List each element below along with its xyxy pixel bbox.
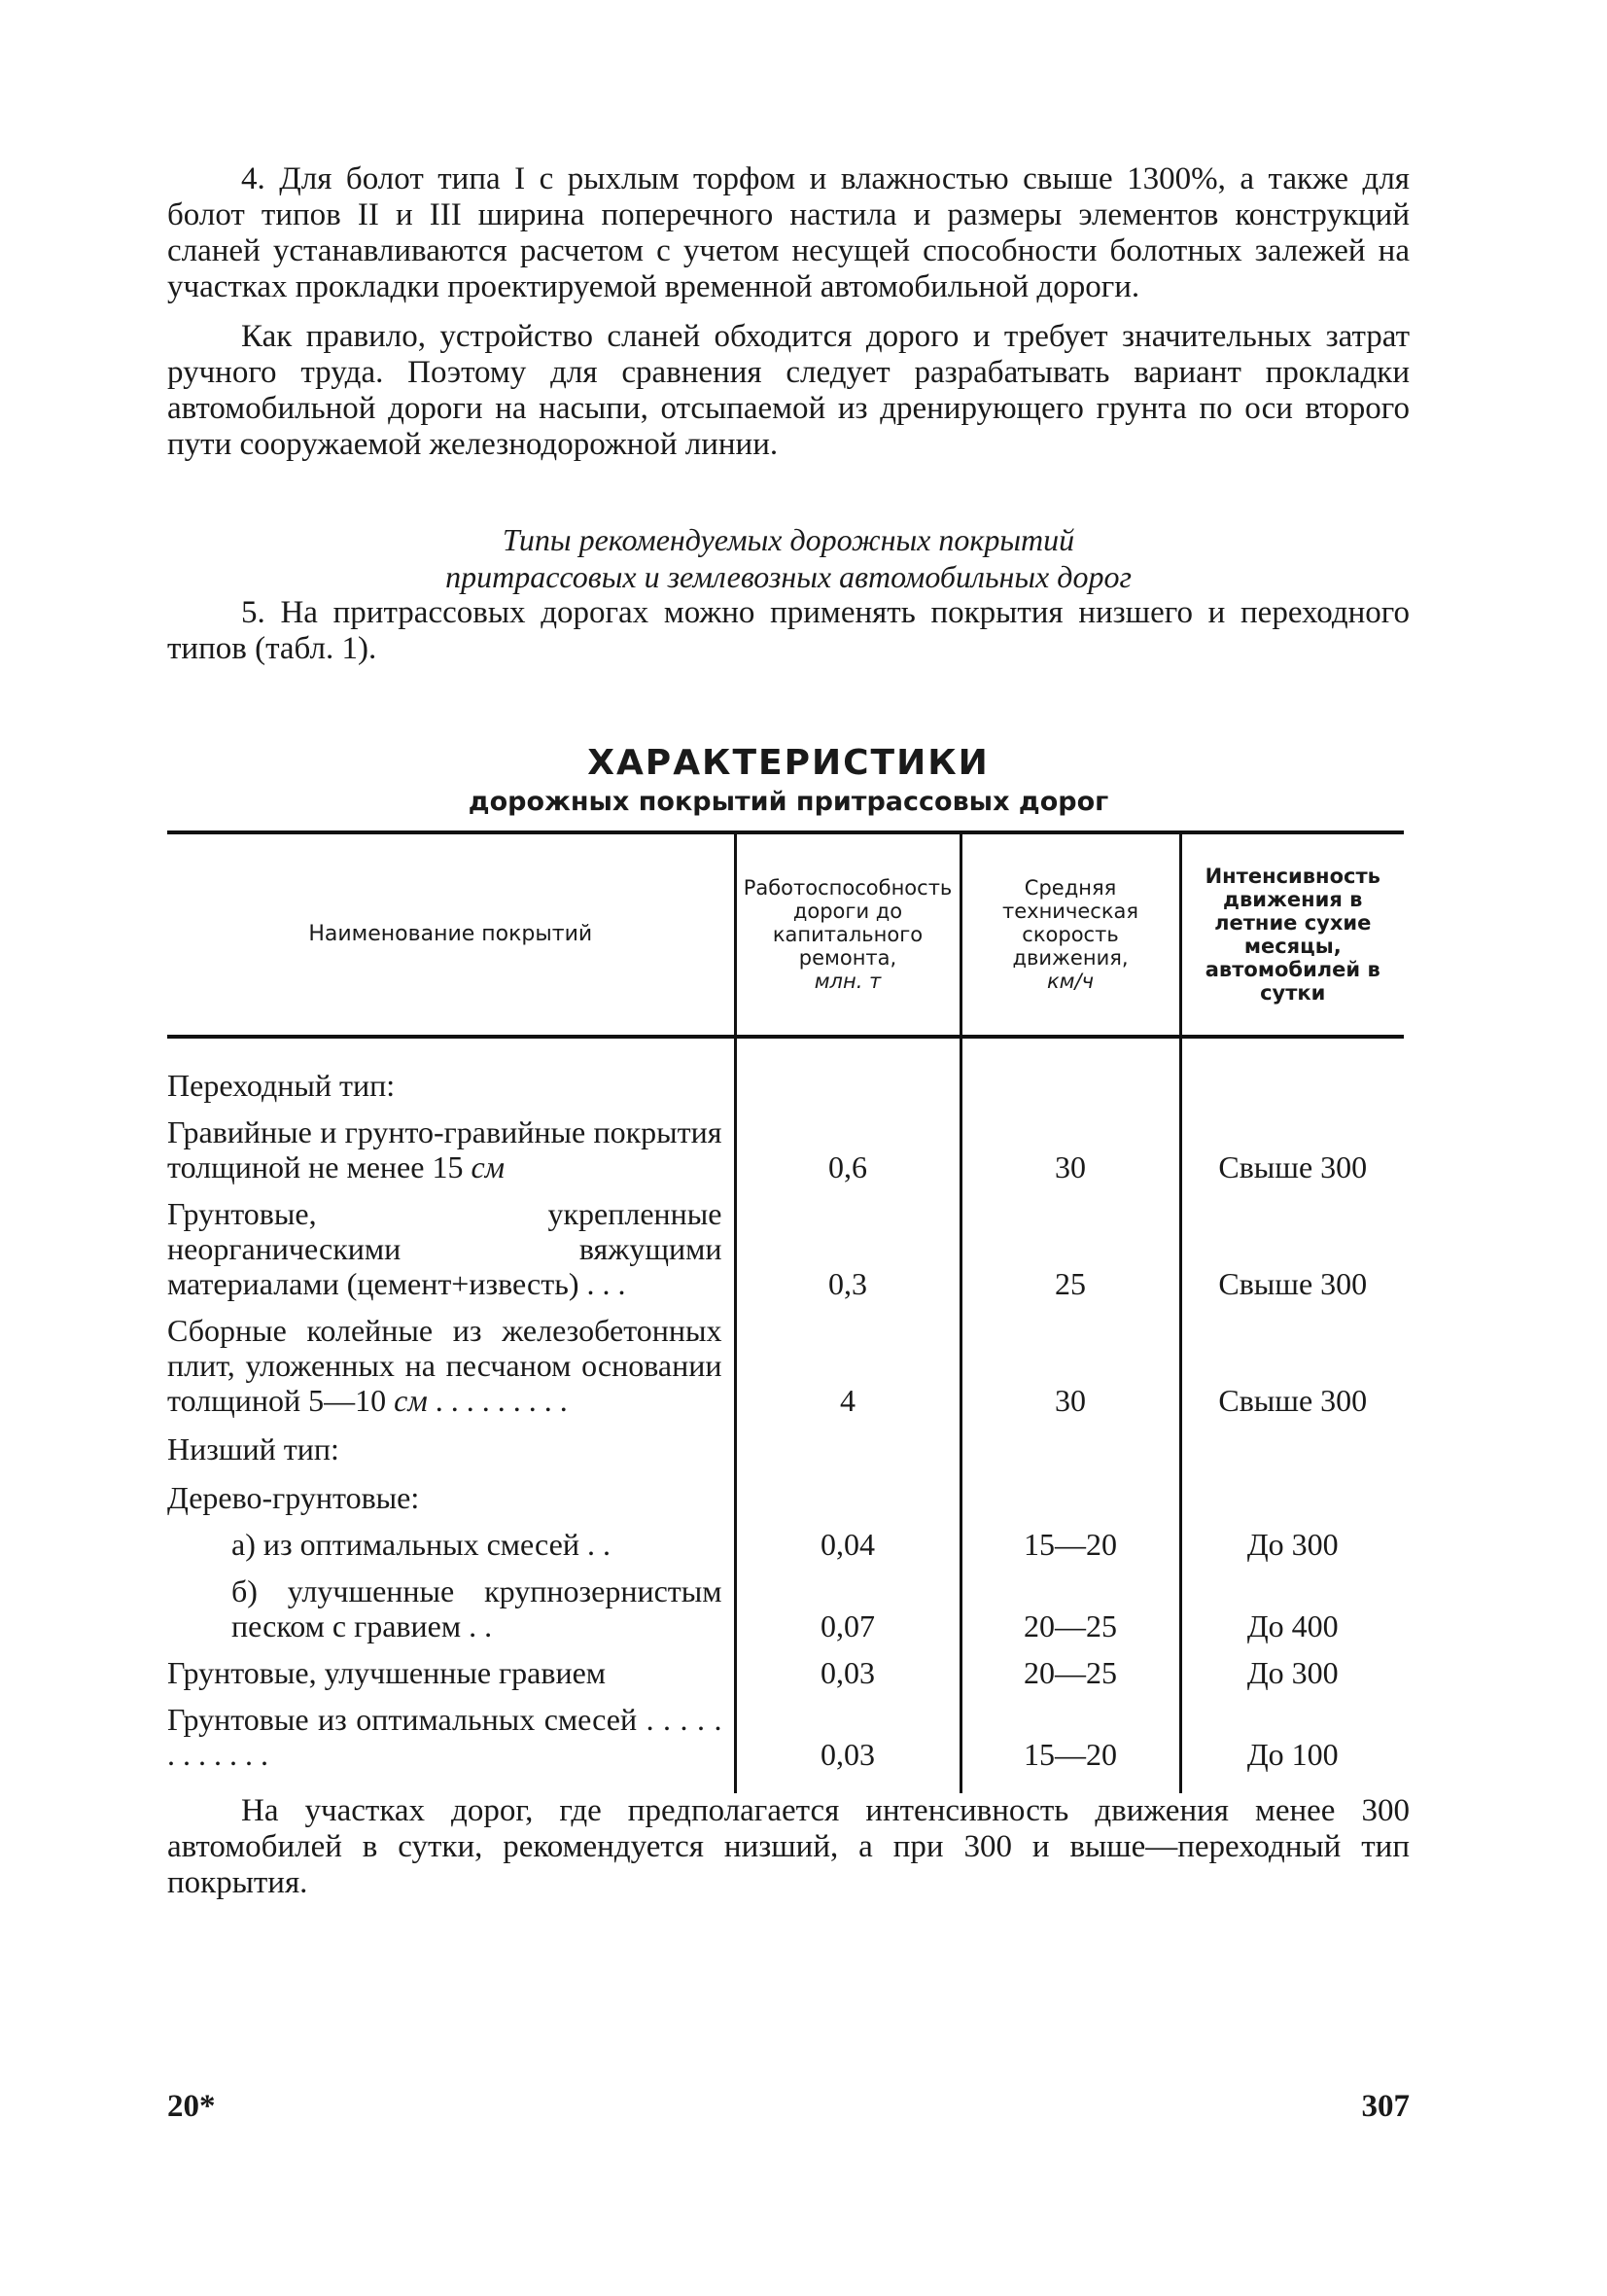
row-name: Низший тип:	[167, 1431, 339, 1466]
row-speed	[961, 1418, 1180, 1466]
row-capacity: 0,6	[735, 1103, 961, 1184]
row-capacity: 0,3	[735, 1184, 961, 1301]
row-leader-dots: . . . . . . . . .	[427, 1383, 568, 1418]
table-row	[167, 1515, 1404, 1562]
row-name: Грунтовые из оптимальных смесей . . . . . . . . . . . .	[167, 1702, 722, 1772]
document-page	[167, 161, 1410, 1901]
row-intensity: До 400	[1180, 1562, 1404, 1643]
row-intensity: До 300	[1180, 1515, 1404, 1562]
row-speed: 20—25	[961, 1643, 1180, 1690]
table-row	[167, 1690, 1404, 1793]
table-subtitle: дорожных покрытий притрассовых дорог	[468, 787, 1109, 817]
header-speed	[961, 832, 1180, 1037]
row-capacity: 4	[735, 1301, 961, 1418]
row-speed	[961, 1466, 1180, 1515]
table-row	[167, 1418, 1404, 1466]
row-intensity: До 100	[1180, 1690, 1404, 1793]
row-intensity: Свыше 300	[1180, 1184, 1404, 1301]
row-name	[167, 1301, 735, 1418]
header-capacity-unit: млн. т	[814, 970, 882, 993]
section-title-line-1: Типы рекомендуемых дорожных покрытий	[502, 522, 1075, 557]
header-speed-text: Средняя техническая скорость движения,	[1001, 876, 1139, 970]
row-capacity: 0,03	[735, 1643, 961, 1690]
row-capacity: 0,03	[735, 1690, 961, 1793]
section-title	[167, 521, 1410, 595]
row-intensity: До 300	[1180, 1643, 1404, 1690]
header-intensity: Интенсивность движения в летние сухие месяцы, автомобилей в сутки	[1180, 832, 1404, 1037]
row-speed: 15—20	[961, 1515, 1180, 1562]
row-name: Грунтовые, укрепленные неорганическими вяжущими материалами (цемент+известь) . . .	[167, 1196, 722, 1301]
row-speed: 20—25	[961, 1562, 1180, 1643]
table-row	[167, 1037, 1404, 1103]
row-intensity	[1180, 1418, 1404, 1466]
paragraph-slani: Как правило, устройство сланей обходится дорого и требует значительных затрат ручного труда. Поэтому для сравнения следует разрабатывать вариант прокладки автомобильной дороги на насыпи, отсыпаемой из дренирующего грунта по оси второго пути сооружаемой железнодорожной линии.	[167, 319, 1410, 462]
row-capacity: 0,07	[735, 1562, 961, 1643]
row-speed: 15—20	[961, 1690, 1180, 1793]
header-speed-unit: км/ч	[1046, 970, 1094, 993]
header-name: Наименование покрытий	[167, 832, 735, 1037]
row-capacity	[735, 1418, 961, 1466]
characteristics-table	[167, 830, 1404, 1793]
final-paragraph: На участках дорог, где предполагается интенсивность движения менее 300 автомобилей в сутки, рекомендуется низший, а при 300 и выше—переходный тип покрытия.	[167, 1793, 1410, 1900]
row-capacity	[735, 1466, 961, 1515]
row-speed: 30	[961, 1103, 1180, 1184]
table-row	[167, 1466, 1404, 1515]
row-intensity	[1180, 1466, 1404, 1515]
table-header-row	[167, 832, 1404, 1037]
row-speed	[961, 1037, 1180, 1103]
row-unit: см	[471, 1149, 506, 1184]
row-name-text: Гравийные и грунто-гравийные покрытия толщиной не менее 15	[167, 1114, 722, 1184]
table-row	[167, 1562, 1404, 1643]
table-row	[167, 1184, 1404, 1301]
paragraph-4: 4. Для болот типа I с рыхлым торфом и влажностью свыше 1300%, а также для болот типов II и III ширина поперечного настила и размеры элементов конструкций сланей устанавливаются расчетом с учетом несущей способности болотных залежей на участках прокладки проектируемой временной автомобильной дороги.	[167, 161, 1410, 304]
section-title-line-2: притрассовых и землевозных автомобильных дорог	[445, 559, 1132, 594]
row-capacity: 0,04	[735, 1515, 961, 1562]
row-intensity: Свыше 300	[1180, 1301, 1404, 1418]
row-name: Дерево-грунтовые:	[167, 1480, 420, 1515]
row-intensity: Свыше 300	[1180, 1103, 1404, 1184]
table-row	[167, 1103, 1404, 1184]
page-number: 307	[1361, 2089, 1410, 2124]
header-capacity-text: Работоспособность дороги до капитального ремонта,	[743, 876, 953, 970]
row-capacity	[735, 1037, 961, 1103]
row-intensity	[1180, 1037, 1404, 1103]
row-speed: 30	[961, 1301, 1180, 1418]
row-name-text: Сборные колейные из железобетонных плит, уложенных на песчаном основании толщиной 5—10	[167, 1313, 722, 1418]
table-row	[167, 1643, 1404, 1690]
row-speed: 25	[961, 1184, 1180, 1301]
row-unit: см	[394, 1383, 428, 1418]
table-row	[167, 1301, 1404, 1418]
row-name: Грунтовые, улучшенные гравием	[167, 1655, 607, 1690]
row-name: б) улучшенные крупнозернистым песком с гравием . .	[231, 1573, 722, 1643]
signature-mark: 20*	[167, 2089, 216, 2124]
header-capacity	[735, 832, 961, 1037]
row-name	[167, 1103, 735, 1184]
row-name: Переходный тип:	[167, 1068, 396, 1103]
table-title: ХАРАКТЕРИСТИКИ	[587, 743, 990, 783]
paragraph-5: 5. На притрассовых дорогах можно применять покрытия низшего и переходного типов (табл. 1).	[167, 595, 1410, 666]
row-name: а) из оптимальных смесей . .	[231, 1527, 611, 1562]
